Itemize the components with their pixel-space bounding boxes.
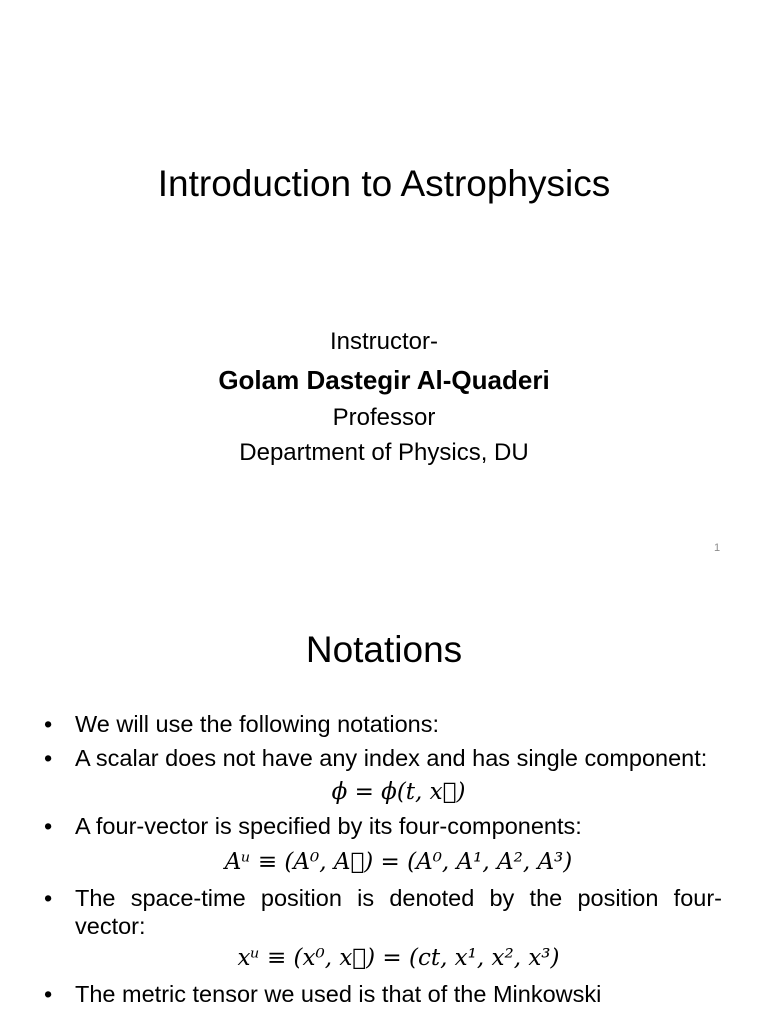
bullet-text: A four-vector is specified by its four-components: [75, 813, 582, 839]
bullet-text: A scalar does not have any index and has single component: [75, 745, 708, 771]
bullet-icon: • [44, 885, 53, 911]
equation-position-four-vector: xᵘ ≡ (x⁰, x⃗) = (ct, x¹, x², x³) [237, 945, 560, 971]
instructor-department: Department of Physics, DU [239, 439, 529, 466]
bullet-item [44, 812, 722, 840]
bullet-text: We will use the following notations: [75, 711, 440, 737]
bullet-list [44, 710, 722, 1008]
bullet-icon: • [44, 711, 53, 737]
page-number: 1 [714, 542, 721, 554]
bullet-icon: • [44, 981, 53, 1007]
instructor-label: Instructor- [329, 328, 439, 355]
bullet-text: The space-time position is denoted by the position four-vector: [75, 885, 722, 939]
slide-title: Notations [305, 629, 463, 670]
bullet-item [44, 710, 722, 738]
bullet-icon: • [44, 745, 53, 771]
bullet-item [44, 884, 722, 940]
slide-2 [0, 576, 768, 1024]
bullet-item [44, 744, 722, 772]
instructor-position: Professor [332, 404, 436, 431]
slide-title: Introduction to Astrophysics [157, 163, 611, 204]
bullet-text: The metric tensor we used is that of the Minkowski [75, 981, 602, 1007]
bullet-item [44, 980, 722, 1008]
equation-four-vector: Aᵘ ≡ (A⁰, A⃗) = (A⁰, A¹, A², A³) [224, 849, 573, 875]
bullet-icon: • [44, 813, 53, 839]
instructor-name: Golam Dastegir Al-Quaderi [218, 365, 550, 395]
equation-scalar: ϕ = ϕ(t, x⃗) [331, 779, 466, 805]
